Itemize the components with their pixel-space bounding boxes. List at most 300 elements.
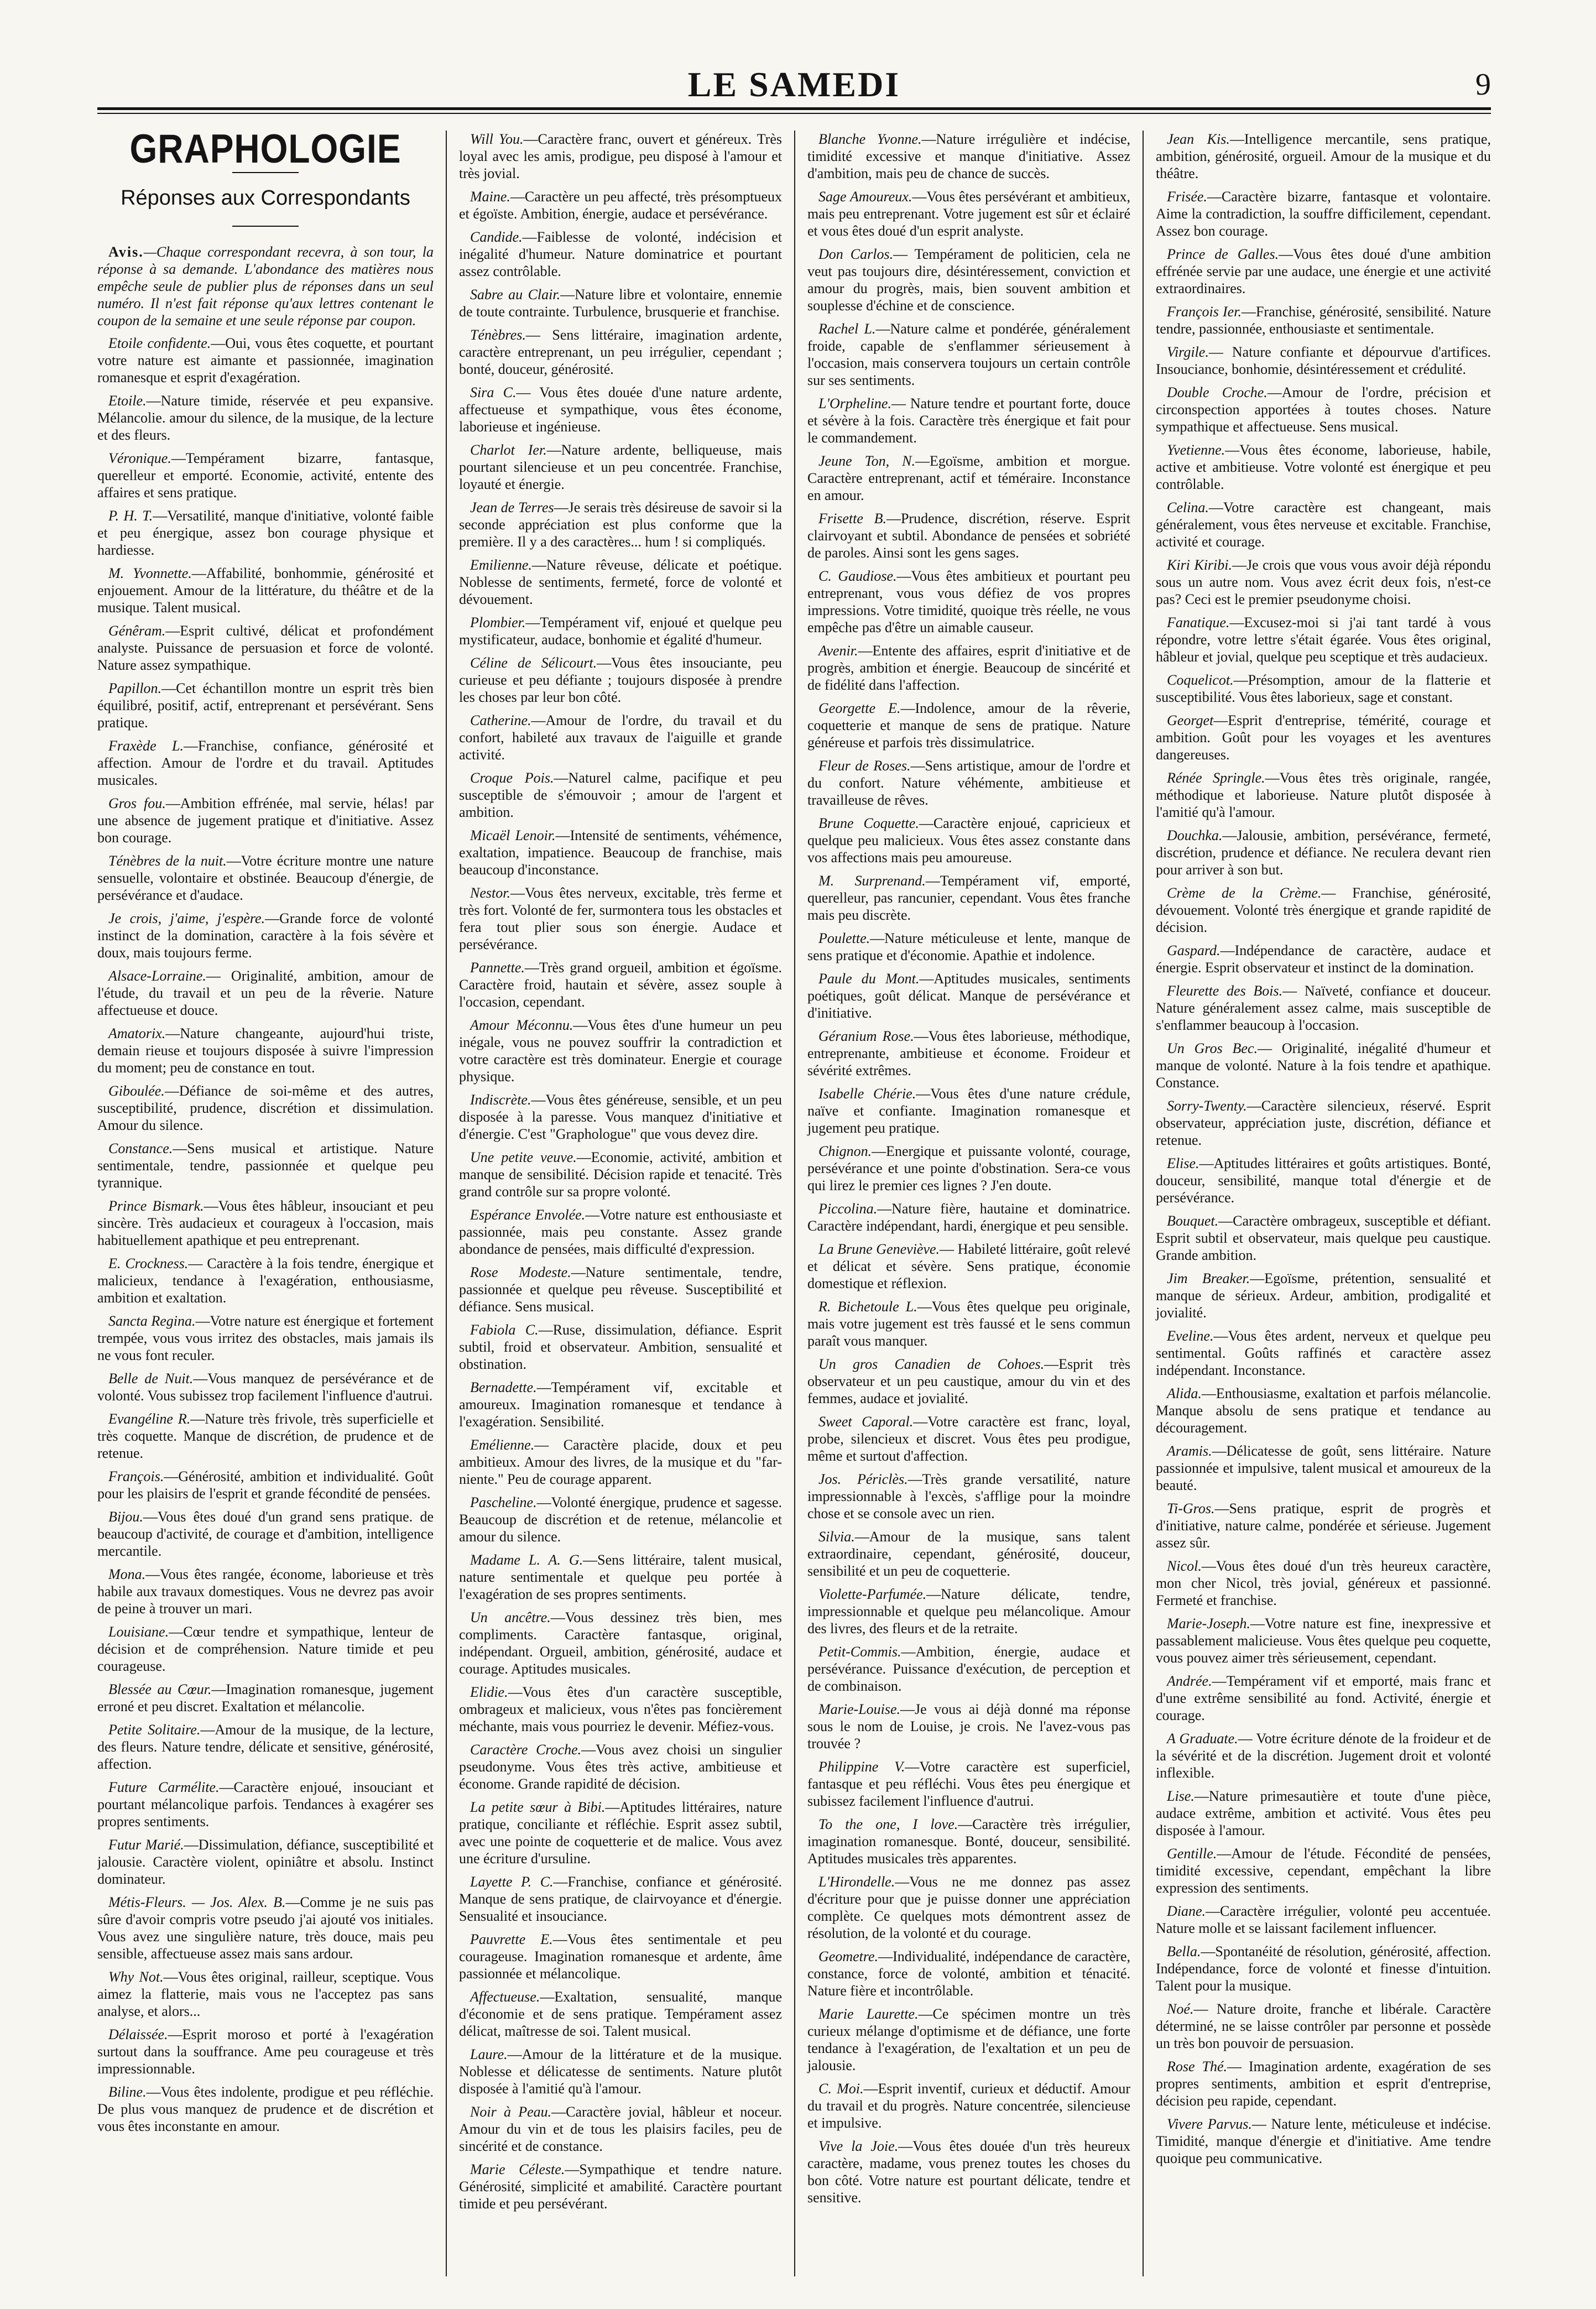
correspondent-entry: [807, 2138, 1130, 2206]
correspondent-entry: [459, 1321, 782, 1373]
correspondent-name: Rose Thé.: [1167, 2058, 1227, 2075]
correspondent-entry: [459, 1551, 782, 1603]
section-divider: [232, 172, 299, 173]
correspondent-name: Ténèbres.: [470, 327, 526, 343]
correspondent-name: Marie Laurette.: [818, 2006, 919, 2022]
correspondent-entry: [807, 1298, 1130, 1349]
correspondent-entry: [459, 441, 782, 493]
correspondent-entry: [1156, 1615, 1491, 1666]
correspondent-entry: [459, 827, 782, 878]
correspondent-entry: [1156, 246, 1491, 297]
graphology-reading: —Votre nature est fine, inexpressive et passablement malicieuse. Vous êtes quelque peu coquette, vous pouvez aimer très sérieusement, cependant.: [1156, 1615, 1491, 1666]
graphology-reading: —Nature calme et pondérée, généralement froide, capable de s'enflammer sérieusement à l'occasion, mais conservera toujours un certain contrôle sur ses sentiments.: [807, 321, 1130, 388]
correspondent-entry: [459, 2161, 782, 2212]
correspondent-name: Sweet Caporal.: [818, 1414, 914, 1430]
correspondent-name: Prince de Galles.: [1167, 246, 1279, 262]
correspondent-entry: [97, 1255, 434, 1306]
graphology-reading: — Votre écriture dénote de la froideur et de la sévérité et de la discrétion. Jugement droit et volonté inflexible.: [1156, 1731, 1491, 1781]
graphology-reading: —Nature méticuleuse et lente, manque de sens pratique et d'économie. Apathie et indolence.: [807, 930, 1130, 963]
correspondent-name: Alida.: [1167, 1385, 1202, 1401]
correspondent-name: Amour Méconnu.: [470, 1017, 573, 1033]
correspondent-name: To the one, I love.: [818, 1816, 958, 1832]
graphology-reading: —Dissimulation, défiance, susceptibilité et jalousie. Caractère violent, opiniâtre et absolu. Instinct dominateur.: [97, 1837, 434, 1887]
correspondent-entry: [97, 1468, 434, 1502]
correspondent-name: Kiri Kiribi.: [1167, 557, 1232, 573]
graphology-reading: —Caractère ombrageux, susceptible et défiant. Esprit subtil et observateur, mais quelque peu caustique. Grande ambition.: [1156, 1213, 1491, 1263]
correspondent-entry: [1156, 769, 1491, 821]
correspondent-entry: [807, 1701, 1130, 1752]
correspondent-name: Louisiane.: [108, 1624, 169, 1640]
graphology-reading: —Amour de l'ordre, du travail et du confort, habileté aux travaux de l'aiguille et grande activité.: [459, 712, 782, 763]
graphology-reading: —Vous êtes original, railleur, sceptique. Vous aimez la flatterie, mais vous ne l'acceptez pas sans analyse, et alors...: [97, 1969, 434, 2019]
correspondent-entry: [807, 2005, 1130, 2074]
correspondent-name: Sage Amoureux.: [818, 189, 912, 205]
graphology-reading: —Sens musical et artistique. Nature sentimentale, tendre, passionnée et quelque peu tyrannique.: [97, 1140, 434, 1191]
correspondent-name: Virgile.: [1167, 344, 1209, 360]
graphology-reading: — Habileté littéraire, goût relevé et délicat et sévère. Sens pratique, économie domestique et réflexion.: [807, 1241, 1130, 1291]
correspondent-name: Crème de la Crème.: [1167, 885, 1322, 901]
correspondent-name: Petite Solitaire.: [108, 1722, 201, 1738]
correspondent-name: Diane.: [1167, 1903, 1206, 1919]
correspondent-name: Un gros Canadien de Cohoes.: [818, 1356, 1045, 1372]
correspondent-entry: [459, 326, 782, 378]
graphology-reading: —Imagination romanesque, jugement erroné et peu discret. Exaltation et mélancolie.: [97, 1681, 434, 1714]
correspondent-entry: [807, 1816, 1130, 1867]
graphology-reading: —Vous êtes économe, laborieuse, habile, active et ambitieuse. Votre volonté est énergique et peu contrôlable.: [1156, 442, 1491, 492]
graphology-reading: — Nature lente, méticuleuse et indécise. Timidité, manque d'énergie et d'initiative. Ame tendre quoique peu communicative.: [1156, 2116, 1491, 2166]
header-rule: [97, 107, 1491, 110]
correspondent-entry: [97, 967, 434, 1019]
correspondent-name: Ti-Gros.: [1167, 1500, 1215, 1516]
correspondent-name: Un ancêtre.: [470, 1609, 551, 1625]
correspondent-entry: [1156, 614, 1491, 665]
graphology-reading: —Amour de la littérature et de la musique. Noblesse et délicatesse de sentiments. Nature plutôt disposée à l'amitié qu'à l'amour.: [459, 2046, 782, 2097]
graphology-reading: —Votre écriture montre une nature sensuelle, volontaire et obstinée. Beaucoup d'énergie, de persévérance et d'audace.: [97, 853, 434, 903]
graphology-reading: —Générosité, ambition et individualité. Goût pour les plaisirs de l'esprit et grande fécondité de pensées.: [97, 1468, 434, 1502]
correspondent-name: Geometre.: [818, 1948, 879, 1964]
correspondent-entry: [97, 795, 434, 846]
graphology-reading: —Vous manquez de persévérance et de volonté. Vous subissez trop facilement l'influence d'autrui.: [97, 1370, 434, 1404]
graphology-reading: —Vous êtes quelque peu originale, mais votre jugement est très faussé et le sens commun paraît vous manquer.: [807, 1299, 1131, 1349]
correspondent-entry: [97, 1140, 434, 1191]
correspondent-name: C. Moi.: [818, 2081, 864, 2097]
correspondent-entry: [1156, 1730, 1491, 1781]
correspondent-entry: [807, 815, 1130, 866]
graphology-reading: —Vous êtes doué d'une ambition effrénée servie par une audace, une énergie et une activité extraordinaires.: [1156, 246, 1491, 296]
correspondent-entry: [1156, 1327, 1491, 1379]
graphology-reading: —Sens pratique, esprit de progrès et d'initiative, nature calme, pondérée et sérieuse. Jugement assez sûr.: [1156, 1500, 1491, 1551]
graphology-reading: —Tempérament vif, enjoué et quelque peu mystificateur, audace, bonhomie et égalité d'humeur.: [459, 614, 782, 648]
correspondent-name: Yvetienne.: [1167, 442, 1225, 458]
correspondent-entry: [807, 452, 1130, 504]
correspondent-entry: [1156, 1943, 1491, 1994]
graphology-reading: —Versatilité, manque d'initiative, volonté faible et peu énergique, assez bon courage physique et hardiesse.: [97, 508, 434, 558]
correspondent-name: Sancta Regina.: [108, 1313, 196, 1329]
graphology-reading: —Nature sentimentale, tendre, passionnée et quelque peu rêveuse. Susceptibilité et défiance. Sens musical.: [459, 1264, 782, 1315]
graphology-reading: —Votre nature est enthousiaste et passionnée, mais peu constante. Assez grande abondance de pensées, mais difficulté d'expression.: [459, 1207, 783, 1257]
graphology-reading: —Amour de la musique, sans talent extraordinaire, cependant, générosité, douceur, sensibilité et un peu de coquetterie.: [807, 1529, 1130, 1579]
graphology-reading: —Vous êtes insouciante, peu curieuse et peu défiante ; toujours disposée à prendre les choses par leur bon côté.: [459, 655, 783, 705]
correspondent-entry: [1156, 303, 1491, 337]
correspondent-name: R. Bichetoule L.: [818, 1299, 917, 1315]
correspondent-entry: [459, 556, 782, 608]
correspondent-entry: [459, 1931, 782, 1982]
correspondent-entry: [1156, 1212, 1491, 1264]
correspondent-name: Belle de Nuit.: [108, 1370, 194, 1387]
graphology-reading: —Aptitudes littéraires et goûts artistiques. Bonté, douceur, sensibilité, manque total d'énergie et de persévérance.: [1156, 1155, 1491, 1206]
correspondent-entry: [459, 228, 782, 280]
graphology-reading: —Vous êtes très originale, rangée, méthodique et laborieuse. Nature plutôt disposée à l'amitié qu'à l'amour.: [1156, 770, 1491, 820]
correspondent-entry: [807, 1586, 1130, 1637]
graphology-reading: —Vous êtes ardent, nerveux et quelque peu sentimental. Goûts raffinés et caractère assez indépendant. Inconstance.: [1156, 1328, 1491, 1378]
correspondent-entry: [97, 392, 434, 444]
correspondent-name: Pannette.: [470, 960, 525, 976]
correspondent-name: Biline.: [108, 2084, 147, 2100]
graphology-reading: —Vous êtes hâbleur, insouciant et peu sincère. Très audacieux et courageux à l'occasion, mais habituellement apathique et peu entreprenant.: [97, 1198, 434, 1248]
correspondent-entry: [459, 614, 782, 648]
graphology-reading: —Caractère enjoué, insouciant et pourtant mélancolique parfois. Tendances à exagérer ses propres sentiments.: [97, 1779, 434, 1830]
correspondent-entry: [1156, 1903, 1491, 1937]
graphology-reading: —Prudence, discrétion, réserve. Esprit clairvoyant et subtil. Abondance de pensées et sobriété de paroles. Ainsi sont les gens sages.: [807, 510, 1130, 561]
graphology-reading: —Défiance de soi-même et des autres, susceptibilité, prudence, discrétion et dissimulation. Amour du silence.: [97, 1083, 434, 1133]
correspondent-name: L'Orpheline.: [818, 395, 891, 411]
graphology-reading: —Entente des affaires, esprit d'initiative et de progrès, ambition et énergie. Beaucoup de sincérité et de fidélité dans l'affection.: [807, 643, 1130, 693]
graphology-reading: —Comme je ne suis pas sûre d'avoir compris votre pseudo j'ai ajouté vos initiales. Vous avez une singulière nature, très douce, mais peu sensible, affectueuse assez mais sans ardour.: [97, 1894, 434, 1962]
graphology-reading: — Naïveté, confiance et douceur. Nature généralement assez calme, mais susceptible de s'enflammer beaucoup à l'occasion.: [1156, 983, 1491, 1033]
correspondent-entry: [459, 1494, 782, 1545]
correspondent-name: M. Yvonnette.: [108, 565, 192, 581]
correspondent-entry: [1156, 1500, 1491, 1551]
correspondent-entry: [97, 1623, 434, 1675]
correspondent-entry: [459, 384, 782, 435]
graphology-reading: —Nature fière, hautaine et dominatrice. Caractère indépendant, hardi, énergique et peu sensible.: [807, 1201, 1130, 1234]
correspondent-name: François Ier.: [1167, 304, 1242, 320]
correspondent-entry: [807, 1028, 1130, 1079]
graphology-reading: —Esprit cultivé, délicat et profondément analyste. Puissance de persuasion et force de volonté. Nature assez sympathique.: [97, 623, 434, 673]
graphology-reading: —Tempérament vif et emporté, mais franc et d'une extrême sensibilité au fond. Activité, énergie et courage.: [1156, 1673, 1491, 1723]
correspondent-entry: [1156, 384, 1491, 435]
column-4: [1143, 131, 1491, 2276]
correspondent-name: Marie-Louise.: [818, 1701, 901, 1717]
correspondent-name: Elidie.: [470, 1684, 508, 1700]
correspondent-name: Sorry-Twenty.: [1167, 1098, 1247, 1114]
correspondent-name: Jim Breaker.: [1167, 1270, 1250, 1286]
correspondent-name: Caractère Croche.: [470, 1742, 582, 1758]
correspondent-name: Prince Bismark.: [108, 1198, 204, 1214]
correspondent-name: Charlot Ier.: [470, 442, 547, 458]
correspondent-name: La petite sœur à Bibi.: [470, 1799, 606, 1815]
correspondent-entry: [97, 1894, 434, 1962]
correspondent-name: Croque Pois.: [470, 770, 554, 786]
correspondent-name: Double Croche.: [1167, 384, 1268, 400]
correspondent-name: Evangéline R.: [108, 1411, 191, 1427]
graphology-reading: —Intensité de sentiments, véhémence, exaltation, impatience. Beaucoup de franchise, mais beaucoup d'inconstance.: [459, 827, 782, 878]
correspondent-name: Giboulée.: [108, 1083, 165, 1099]
correspondent-entry: [459, 499, 782, 550]
correspondent-name: Céline de Sélicourt.: [470, 655, 597, 671]
correspondent-entry: [1156, 982, 1491, 1034]
correspondent-entry: [1156, 131, 1491, 182]
graphology-reading: —Amour de l'ordre, précision et circonspection apportées à toutes choses. Nature sympathique et affectueuse. Sens musical.: [1156, 384, 1491, 435]
correspondent-name: Paule du Mont.: [818, 971, 920, 987]
graphology-reading: —Sens artistique, amour de l'ordre et du confort. Nature véhémente, ambitieuse et travailleuse de rêves.: [807, 758, 1130, 808]
correspondent-name: Elise.: [1167, 1155, 1199, 1171]
graphology-reading: —Egoïsme, prétention, sensualité et manque de sérieux. Ardeur, ambition, prodigalité et jovialité.: [1156, 1270, 1491, 1321]
correspondent-name: Fraxède L.: [108, 738, 184, 754]
correspondent-entry: [807, 872, 1130, 924]
correspondent-entry: [97, 2026, 434, 2077]
graphology-reading: —Votre caractère est franc, loyal, probe, silencieux et discret. Vous êtes peu prodigue, même et surtout d'affection.: [807, 1414, 1130, 1464]
section-title: GRAPHOLOGIE: [129, 131, 401, 172]
graphology-reading: —Naturel calme, pacifique et peu susceptible de s'émouvoir ; amour de l'argent et ambition.: [459, 770, 782, 820]
graphology-reading: — Caractère à la fois tendre, énergique et malicieux, tendance à l'exagération, enthousiasme, ambition et exaltation.: [97, 1255, 434, 1306]
graphology-reading: —Energique et puissante volonté, courage, persévérance et une pointe d'obstination. Sera-ce vous qui lirez le premier ces lignes ? J'en doute.: [807, 1143, 1130, 1193]
graphology-reading: —Esprit très observateur et un peu caustique, amour du vin et des femmes, audace et jovialité.: [807, 1356, 1130, 1406]
correspondent-name: Frisette B.: [818, 510, 886, 527]
graphology-reading: —Aptitudes littéraires, nature pratique, conciliante et réfléchie. Esprit assez subtil, avec une pointe de coquetterie et de malice. Vous avez une écriture d'ursuline.: [459, 1799, 782, 1867]
section-subtitle: Réponses aux Correspondants: [121, 186, 410, 210]
correspondent-entry: [97, 2083, 434, 2135]
graphology-reading: —Nature ardente, belliqueuse, mais pourtant silencieuse et un peu concentrée. Franchise, loyauté et énergie.: [459, 442, 783, 492]
graphology-reading: — Franchise, générosité, dévouement. Volonté très énergique et grande rapidité de décision.: [1156, 885, 1491, 935]
correspondent-name: Vive la Joie.: [818, 2138, 899, 2154]
correspondent-entry: [807, 320, 1130, 389]
graphology-reading: —Vous êtes laborieuse, méthodique, entreprenante, ambitieuse et économe. Froideur et sévérité extrêmes.: [807, 1028, 1130, 1078]
correspondent-entry: [807, 1948, 1130, 1999]
correspondent-name: Ténèbres de la nuit.: [108, 853, 227, 869]
graphology-reading: —Caractère très irrégulier, imagination romanesque. Bonté, douceur, sensibilité. Aptitudes musicales très apparentes.: [807, 1816, 1131, 1867]
correspondent-entry: [97, 852, 434, 904]
graphology-reading: —Très grand orgueil, ambition et égoïsme. Caractère froid, hautain et sévère, assez souple à l'occasion, cependant.: [459, 960, 782, 1010]
correspondent-entry: [1156, 2058, 1491, 2109]
correspondent-entry: [97, 1681, 434, 1715]
correspondent-entry: [807, 1643, 1130, 1695]
correspondent-entry: [459, 1206, 782, 1258]
graphology-reading: —Tempérament bizarre, fantasque, querelleur et emporté. Economie, activité, entente des affaires et sens pratique.: [97, 450, 434, 501]
graphology-reading: — Vous êtes douée d'une nature ardente, affectueuse et sympathique, vous êtes économe, laborieuse et ingénieuse.: [459, 384, 783, 435]
correspondent-entry: [1156, 671, 1491, 706]
correspondent-entry: [459, 286, 782, 320]
graphology-reading: —Spontanéité de résolution, générosité, affection. Indépendance, force de volonté et finesse d'intuition. Talent pour la musique.: [1156, 1943, 1491, 1994]
correspondent-name: Emilienne.: [470, 557, 532, 573]
correspondent-entry: [807, 1471, 1130, 1522]
graphology-reading: —Vous êtes indolente, prodigue et peu réfléchie. De plus vous manquez de prudence et de discrétion et vous êtes inconstante en amour.: [97, 2084, 434, 2134]
graphology-reading: —Amour de la musique, de la lecture, des fleurs. Nature tendre, délicate et sensitive, générosité, affection.: [97, 1722, 434, 1772]
correspondent-name: Sabre au Clair.: [470, 286, 561, 303]
correspondent-name: Celina.: [1167, 499, 1209, 515]
correspondent-entry: [459, 1149, 782, 1200]
correspondent-entry: [807, 246, 1130, 314]
graphology-reading: —Sens littéraire, talent musical, nature sentimentale et quelque peu portée à l'exagération de ses propres sentiments.: [459, 1552, 783, 1602]
correspondent-entry: [97, 1370, 434, 1404]
graphology-reading: —Enthousiasme, exaltation et parfois mélancolie. Manque absolu de sens pratique et tendance au découragement.: [1156, 1385, 1491, 1436]
graphology-reading: —Délicatesse de goût, sens littéraire. Nature passionnée et impulsive, talent musical et amoureux de la beauté.: [1156, 1443, 1491, 1493]
graphology-reading: —Indépendance de caractère, audace et énergie. Esprit observateur et instinct de la domination.: [1156, 942, 1491, 976]
graphology-reading: — Nature confiante et dépourvue d'artifices. Insouciance, bonhomie, désintéressement et crédulité.: [1156, 344, 1491, 377]
correspondent-entry: [807, 1528, 1130, 1580]
correspondent-name: Blanche Yvonne.: [818, 131, 922, 147]
correspondent-name: M. Surprenand.: [818, 873, 926, 889]
graphology-reading: —Cet échantillon montre un esprit très bien équilibré, positif, actif, entreprenant et persévérant. Sens pratique.: [97, 680, 434, 731]
correspondent-name: Noé.: [1167, 2001, 1194, 2017]
correspondent-name: Frisée.: [1167, 189, 1207, 205]
correspondent-name: Marie Céleste.: [470, 2161, 565, 2177]
correspondent-entry: [97, 507, 434, 559]
correspondent-name: Bouquet.: [1167, 1213, 1219, 1229]
graphology-reading: —Vous êtes généreuse, sensible, et un peu disposée à la paresse. Vous manquez d'initiative et d'énergie. C'est "Graphologue" que vous devez dire.: [459, 1092, 782, 1142]
correspondent-name: Laure.: [470, 2046, 508, 2062]
correspondent-name: Véronique.: [108, 450, 171, 466]
correspondent-name: Noir à Peau.: [470, 2104, 552, 2120]
correspondent-entry: [459, 131, 782, 182]
correspondent-entry: [807, 700, 1130, 751]
graphology-reading: —Vous êtes d'un caractère susceptible, ombrageux et malicieux, vous n'êtes pas foncièrement méchante, mais vous pourriez le devenir. Méfiez-vous.: [459, 1684, 782, 1734]
correspondent-name: Génêram.: [108, 623, 166, 639]
correspondent-name: Bijou.: [108, 1509, 143, 1525]
correspondent-name: Piccolina.: [818, 1201, 878, 1217]
correspondent-entry: [459, 1436, 782, 1488]
graphology-reading: —Vous êtes persévérant et ambitieux, mais peu entreprenant. Votre jugement est sûr et éclairé et vous êtes doué d'un esprit analyste.: [807, 189, 1130, 239]
correspondent-name: Aramis.: [1167, 1443, 1212, 1459]
correspondent-entry: [1156, 1672, 1491, 1724]
graphology-reading: — Nature tendre et pourtant forte, douce et sévère à la fois. Caractère très énergique et fait pour le commandement.: [807, 395, 1130, 446]
correspondent-entry: [97, 450, 434, 501]
correspondent-entry: [807, 1356, 1130, 1407]
graphology-reading: — Imagination ardente, exagération de ses propres sentiments, ambition et esprit d'entreprise, décision peu rapide, cependant.: [1156, 2058, 1491, 2109]
correspondent-entry: [1156, 1385, 1491, 1436]
graphology-reading: —Ruse, dissimulation, défiance. Esprit subtil, froid et observateur. Ambition, sensualité et obstination.: [459, 1322, 782, 1372]
graphology-reading: —Intelligence mercantile, sens pratique, ambition, générosité, orgueil. Amour de la musique et du théâtre.: [1156, 131, 1491, 181]
correspondent-name: Vivere Parvus.: [1167, 2116, 1252, 2132]
graphology-reading: —Ambition, énergie, audace et persévérance. Puissance d'exécution, de perception et de combinaison.: [807, 1644, 1130, 1694]
graphology-reading: —Vous êtes sentimentale et peu courageuse. Imagination romanesque et ardente, âme passionnée et mélancolique.: [459, 1931, 782, 1982]
correspondent-entry: [97, 1508, 434, 1560]
graphology-reading: —Vous êtes douée d'un très heureux caractère, madame, vous prenez toutes les choses du bon côté. Votre nature est pourtant délicate, tendre et sensitive.: [807, 2138, 1130, 2206]
graphology-reading: —Jalousie, ambition, persévérance, fermeté, discrétion, prudence et défiance. Ne reculera devant rien pour arriver à son but.: [1156, 827, 1491, 878]
correspondent-name: Catherine.: [470, 712, 531, 728]
graphology-reading: —Nature changeante, aujourd'hui triste, demain rieuse et toujours disposée à suivre l'impression du moment; peu de constance en tout.: [97, 1025, 434, 1076]
correspondent-name: Etoile confidente.: [108, 335, 211, 351]
correspondent-entry: [807, 1240, 1130, 1292]
graphology-reading: —Je serais très désireuse de savoir si la seconde appréciation est plus conforme que la première. Il y a des caractères... hum ! si compliqués.: [459, 499, 782, 550]
correspondent-entry: [97, 1410, 434, 1462]
correspondent-name: Espérance Envolée.: [470, 1207, 586, 1223]
graphology-reading: —Je crois que vous vous avoir déjà répondu sous un autre nom. Vous avez écrit deux fois, n'est-ce pas? Ceci est le premier pseudonyme choisi.: [1156, 557, 1491, 607]
correspondent-name: A Graduate.: [1167, 1731, 1238, 1747]
correspondent-name: Will You.: [470, 131, 524, 147]
correspondent-entry: [807, 1200, 1130, 1234]
correspondent-entry: [1156, 2115, 1491, 2167]
graphology-reading: — Sens littéraire, imagination ardente, caractère entreprenant, un peu irrégulier, cependant ; bonté, douceur, générosité.: [459, 327, 782, 377]
correspondent-name: Lise.: [1167, 1788, 1195, 1804]
correspondent-entry: [459, 1683, 782, 1735]
correspondent-entry: [97, 1312, 434, 1364]
correspondent-entry: [1156, 712, 1491, 763]
graphology-reading: —Vous êtes doué d'un très heureux caractère, mon cher Nicol, très jovial, généreux et passionné. Fermeté et franchise.: [1156, 1558, 1491, 1608]
correspondent-entry: [459, 712, 782, 763]
column-2: [446, 131, 794, 2276]
correspondent-name: Métis-Fleurs. — Jos. Alex. B.: [108, 1894, 286, 1910]
correspondent-name: Future Carmélite.: [108, 1779, 220, 1795]
correspondent-name: Nicol.: [1167, 1558, 1202, 1574]
correspondent-entry: [97, 1566, 434, 1617]
correspondent-name: Emélienne.: [470, 1437, 535, 1453]
correspondent-entry: [1156, 1787, 1491, 1839]
correspondent-entry: [1156, 1557, 1491, 1609]
graphology-reading: —Je vous ai déjà donné ma réponse sous le nom de Louise, je crois. Ne l'avez-vous pas trouvée ?: [807, 1701, 1130, 1752]
correspondent-name: E. Crockness.: [108, 1255, 189, 1271]
notice-text: —Chaque correspondant recevra, à son tour, la réponse à sa demande. L'abondance des matières nous empêche seule de publier plus de réponses dans un seul numéro. Il n'est fait réponse qu'aux lettres contenant le coupon de la semaine et une seule réponse par coupon.: [97, 244, 434, 329]
graphology-reading: —Esprit moroso et porté à l'exagération surtout dans la souffrance. Ame peu courageuse et très impressionnable.: [97, 2026, 434, 2077]
header-rule-thin: [97, 113, 1491, 114]
correspondent-name: Fanatique.: [1167, 614, 1230, 630]
graphology-reading: —Egoïsme, ambition et morgue. Caractère entreprenant, actif et téméraire. Inconstance en amour.: [807, 453, 1130, 503]
correspondent-entry: [459, 959, 782, 1010]
graphology-reading: —Aptitudes musicales, sentiments poétiques, goût délicat. Manque de persévérance et d'initiative.: [807, 971, 1130, 1021]
correspondent-entry: [1156, 556, 1491, 608]
correspondent-name: Futur Marié.: [108, 1837, 184, 1853]
graphology-reading: —Franchise, confiance, générosité et affection. Amour de l'ordre et du travail. Aptitudes musicales.: [97, 738, 434, 788]
graphology-reading: —Votre nature est énergique et fortement trempée, vous vous irritez des obstacles, mais jamais ils ne vous font reculer.: [97, 1313, 434, 1363]
graphology-reading: —Nature timide, réservée et peu expansive. Mélancolie. amour du silence, de la musique, de la lecture et des fleurs.: [97, 393, 434, 443]
correspondent-name: Georgette E.: [818, 700, 901, 716]
correspondent-entry: [97, 622, 434, 674]
correspondent-name: Je crois, j'aime, j'espère.: [108, 910, 265, 926]
correspondent-name: Violette-Parfumée.: [818, 1586, 927, 1602]
correspondent-entry: [1156, 343, 1491, 378]
correspondent-entry: [1156, 499, 1491, 550]
correspondent-entry: [97, 1197, 434, 1249]
correspondent-entry: [97, 1082, 434, 1134]
correspondent-entry: [459, 1609, 782, 1677]
correspondent-name: Pascheline.: [470, 1494, 537, 1510]
graphology-reading: —Vous êtes doué d'un grand sens pratique. de beaucoup d'activité, de courage et d'ambition, intelligence mercantile.: [97, 1509, 434, 1559]
correspondent-name: Bernadette.: [470, 1379, 537, 1395]
correspondent-entry: [459, 1873, 782, 1925]
correspondent-name: Candide.: [470, 229, 523, 245]
graphology-reading: —Caractère irrégulier, volonté peu accentuée. Nature molle et se laissant facilement influencer.: [1156, 1903, 1491, 1936]
graphology-reading: —Tempérament vif, emporté, querelleur, pas rancunier, cependant. Vous êtes franche mais peu discrète.: [807, 873, 1130, 923]
correspondent-entry: [1156, 1097, 1491, 1149]
section-divider: [232, 226, 299, 227]
correspondent-entry: [459, 1799, 782, 1867]
correspondent-name: Petit-Commis.: [818, 1644, 901, 1660]
correspondent-name: Gaspard.: [1167, 942, 1221, 958]
correspondent-entry: [1156, 884, 1491, 936]
text-columns: [97, 131, 1491, 2276]
correspondent-entry: [807, 1873, 1130, 1942]
correspondent-name: François.: [108, 1468, 164, 1484]
page-number: 9: [1475, 67, 1491, 102]
correspondent-name: Micaël Lenoir.: [470, 827, 556, 843]
correspondent-name: Etoile.: [108, 393, 147, 409]
correspondent-name: Indiscrète.: [470, 1092, 531, 1108]
correspondent-entry: [1156, 1040, 1491, 1091]
correspondent-name: Délaissée.: [108, 2026, 168, 2042]
correspondent-name: Philippine V.: [818, 1759, 905, 1775]
correspondent-name: L'Hirondelle.: [818, 1874, 895, 1890]
graphology-reading: — Caractère placide, doux et peu ambitieux. Amour des livres, de la musique et du "far-niente." Peu de courage apparent.: [459, 1437, 782, 1487]
correspondent-name: Fabiola C.: [470, 1322, 539, 1338]
correspondent-entry: [1156, 2000, 1491, 2052]
correspondent-entry: [97, 1721, 434, 1773]
correspondent-name: P. H. T.: [108, 508, 153, 524]
correspondent-name: Plombier.: [470, 614, 526, 630]
graphology-reading: —Nature délicate, tendre, impressionnable et quelque peu mélancolique. Amour des livres, des fleurs et de la retraite.: [807, 1586, 1130, 1636]
correspondent-entry: [807, 2080, 1130, 2131]
graphology-reading: — Tempérament de politicien, cela ne veut pas toujours dire, désintéressement, conviction et amour du progrès, mais, bien souvent ambition et souplesse d'échine et de conscience.: [807, 246, 1131, 314]
column-3: [794, 131, 1143, 2276]
